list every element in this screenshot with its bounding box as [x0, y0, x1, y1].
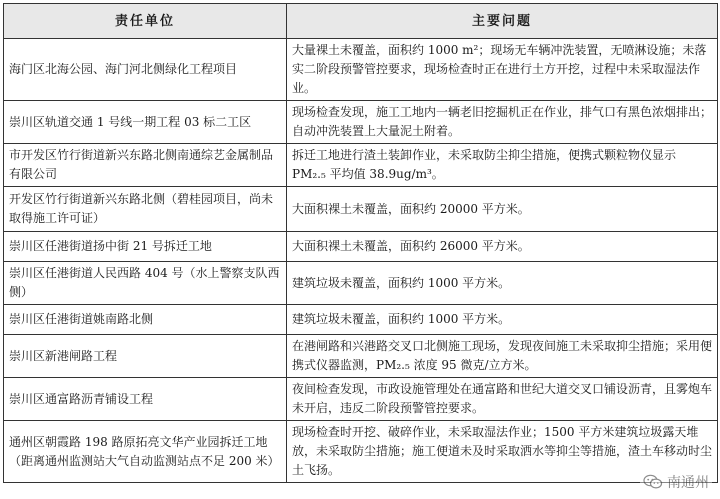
table-row [4, 187, 718, 232]
table-row [4, 101, 718, 144]
issue-cell: 拆迁工地进行渣土装卸作业，未采取防尘抑尘措施，便携式颗粒物仪显示 PM₂.₅ 平均值 38.9ug/m³。 [287, 144, 718, 187]
unit-cell: 崇川区轨道交通 1 号线一期工程 03 标二工区 [4, 101, 287, 144]
issue-cell: 建筑垃圾未覆盖，面积约 1000 平方米。 [287, 305, 718, 335]
watermark-label: 南通州 [667, 475, 709, 491]
table-row [4, 335, 718, 378]
unit-cell: 崇川区任港街道人民西路 404 号（水上警察支队西侧） [4, 262, 287, 305]
unit-cell: 崇川区任港街道扬中街 21 号拆迁工地 [4, 232, 287, 262]
issue-cell: 大量裸土未覆盖，面积约 1000 m²；现场无车辆冲洗装置，无喷淋设施；未落实二阶段预警管控要求，现场检查时正在进行土方开挖，过程中未采取湿法作业。 [287, 39, 718, 101]
issue-cell: 大面积裸土未覆盖，面积约 20000 平方米。 [287, 187, 718, 232]
unit-cell: 海门区北海公园、海门河北侧绿化工程项目 [4, 39, 287, 101]
unit-cell: 崇川区新港闸路工程 [4, 335, 287, 378]
report-table-container [3, 3, 717, 483]
table-row [4, 262, 718, 305]
unit-cell: 崇川区通富路沥青铺设工程 [4, 378, 287, 421]
unit-cell: 崇川区任港街道姚南路北侧 [4, 305, 287, 335]
issue-cell: 大面积裸土未覆盖，面积约 26000 平方米。 [287, 232, 718, 262]
table-row [4, 144, 718, 187]
table-row [4, 305, 718, 335]
table-row [4, 232, 718, 262]
issue-cell: 建筑垃圾未覆盖，面积约 1000 平方米。 [287, 262, 718, 305]
issue-cell: 夜间检查发现，市政设施管理处在通富路和世纪大道交叉口铺设沥青，且雾炮车未开启，违反二阶段预警管控要求。 [287, 378, 718, 421]
table-row [4, 421, 718, 483]
issue-cell: 现场检查发现，施工工地内一辆老旧挖掘机正在作业，排气口有黑色浓烟排出；自动冲洗装置上大量泥土附着。 [287, 101, 718, 144]
source-watermark [640, 471, 712, 493]
table-header-row [4, 4, 718, 39]
wechat-icon [643, 474, 663, 490]
table-row [4, 378, 718, 421]
issue-cell: 在港闸路和兴港路交叉口北侧施工现场，发现夜间施工未采取抑尘措施；采用便携式仪器监测，PM₂.₅ 浓度 95 微克/立方米。 [287, 335, 718, 378]
unit-cell: 开发区竹行街道新兴东路北侧（碧桂园项目，尚未取得施工许可证） [4, 187, 287, 232]
header-main-issue: 主要问题 [287, 4, 718, 39]
unit-cell: 市开发区竹行街道新兴东路北侧南通综艺金属制品有限公司 [4, 144, 287, 187]
unit-cell: 通州区朝霞路 198 路原拓亮文华产业园拆迁工地（距离通州监测站大气自动监测站点不足 200 米） [4, 421, 287, 483]
header-responsible-unit: 责任单位 [4, 4, 287, 39]
responsibility-issue-table [3, 3, 718, 483]
table-row [4, 39, 718, 101]
issue-cell: 现场检查时开挖、破碎作业，未采取湿法作业；1500 平方米建筑垃圾露天堆放，未采取防尘措施；施工便道未及时采取洒水等抑尘等措施，渣土车移动时尘土飞扬。 [287, 421, 718, 483]
